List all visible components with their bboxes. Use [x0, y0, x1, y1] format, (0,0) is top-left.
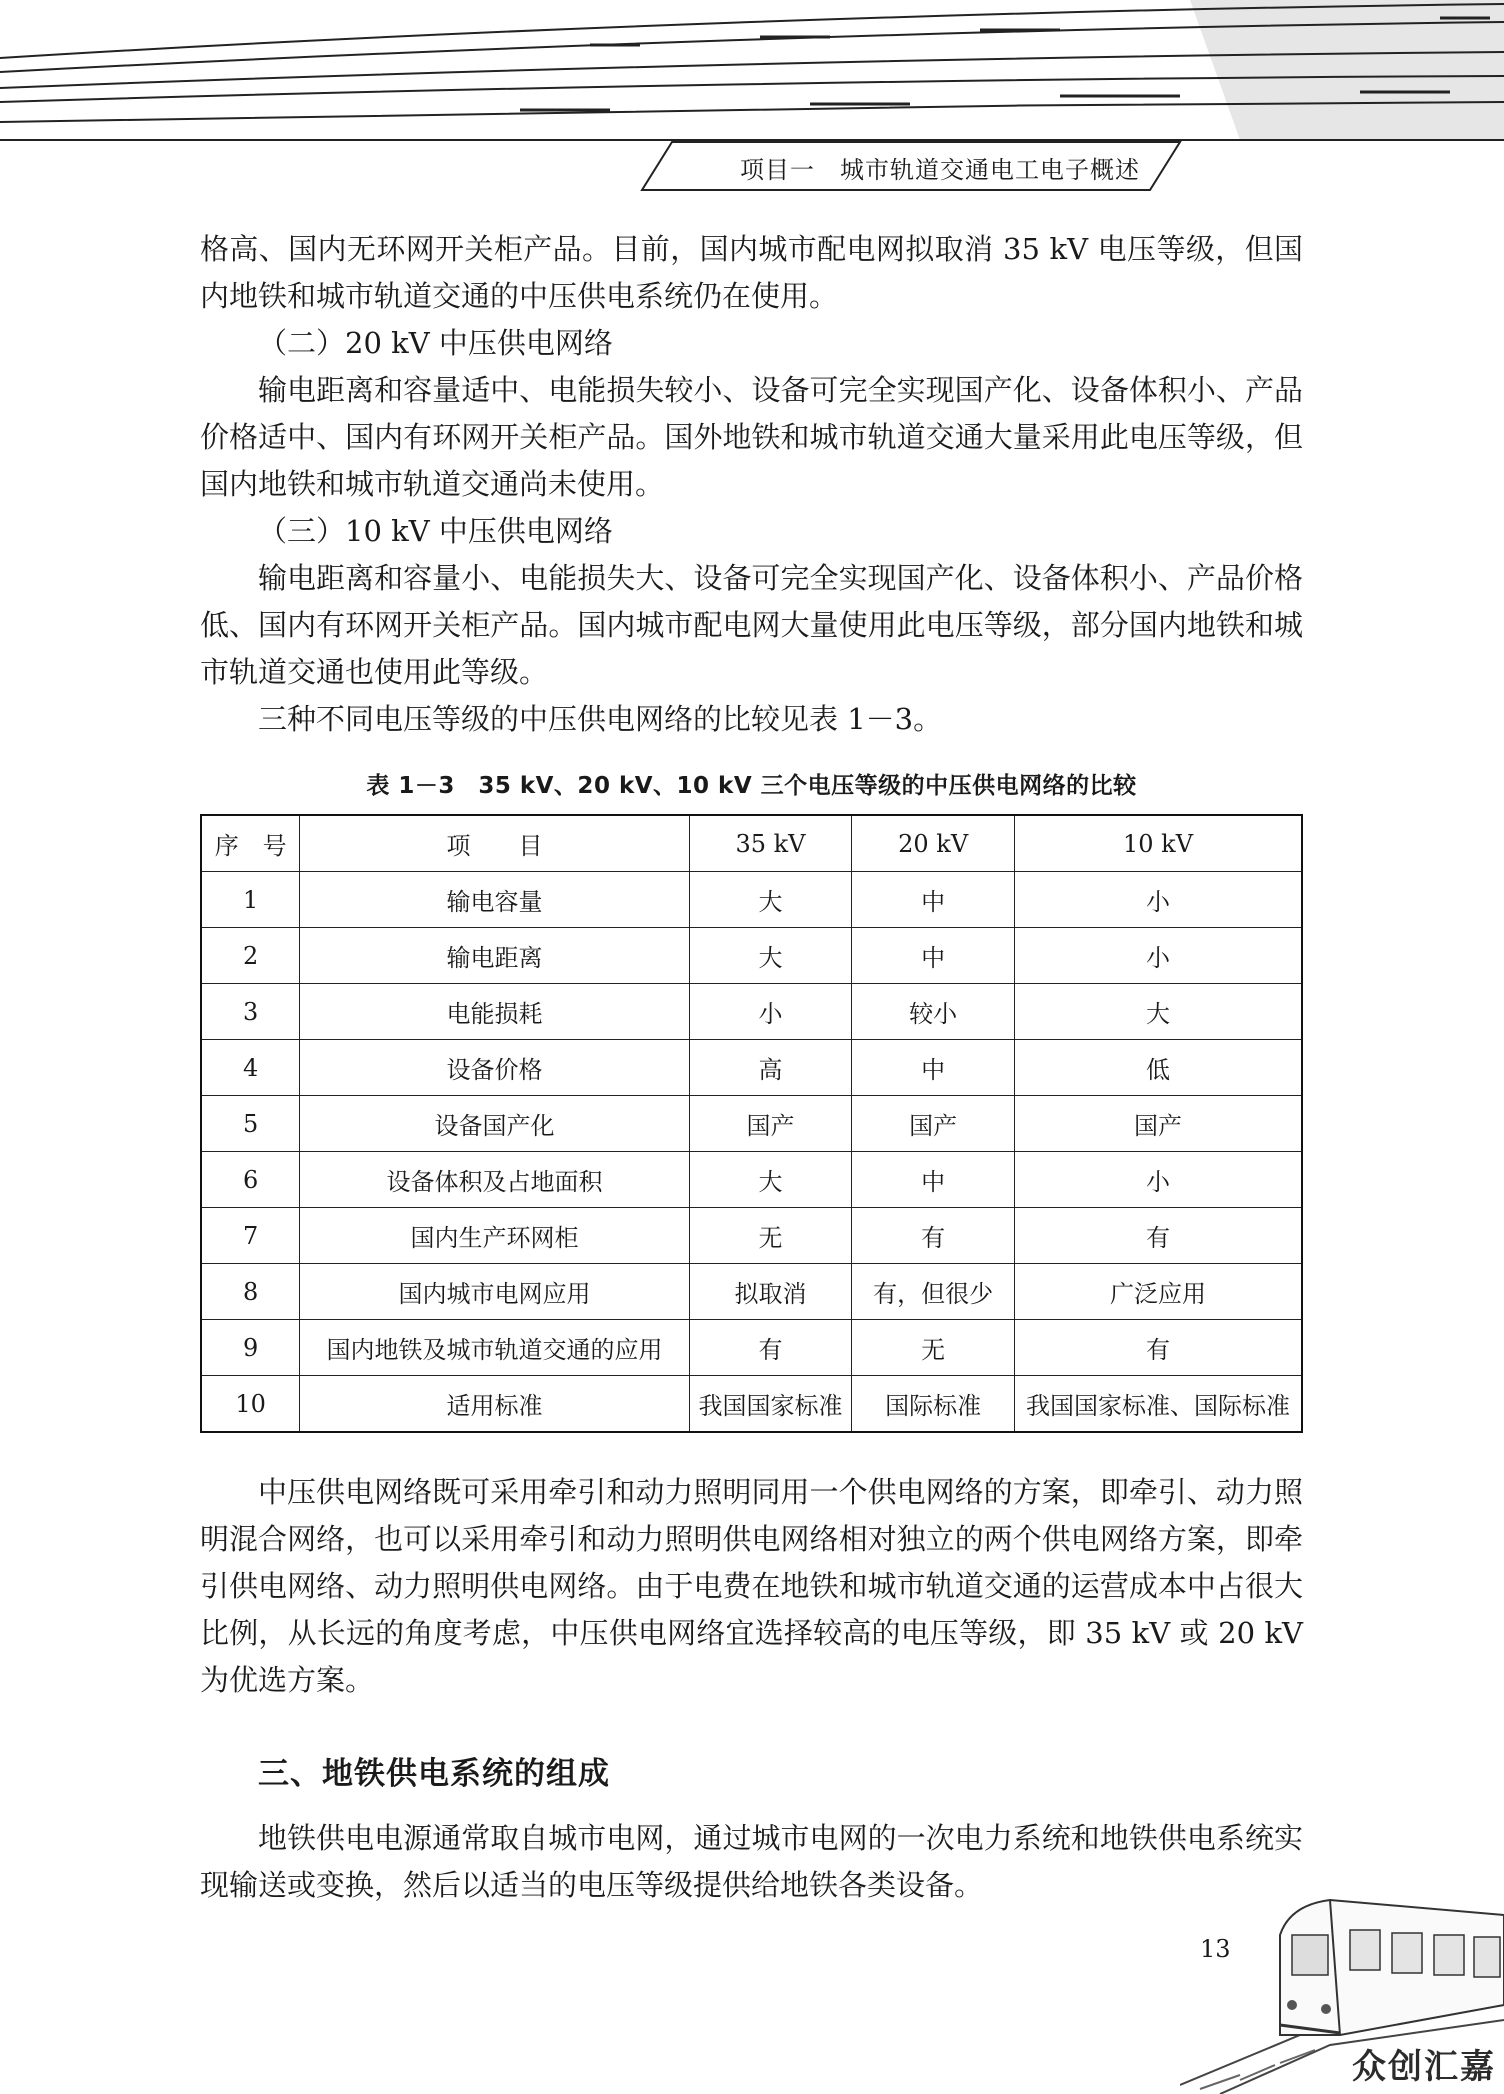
- table-cell: 设备国产化: [300, 1096, 689, 1152]
- table-row: [201, 1264, 1302, 1320]
- table-cell: 较小: [852, 984, 1015, 1040]
- table-cell: 中: [852, 1152, 1015, 1208]
- table-cell: 低: [1015, 1040, 1302, 1096]
- table-cell: 国内地铁及城市轨道交通的应用: [300, 1320, 689, 1376]
- section-title: 三、地铁供电系统的组成: [258, 1756, 610, 1792]
- table-cell: 设备价格: [300, 1040, 689, 1096]
- table-cell: 无: [689, 1208, 852, 1264]
- watermark: 众创汇嘉: [1352, 2047, 1496, 2087]
- table-header-cell: 10 kV: [1015, 815, 1302, 872]
- table-cell: 有: [1015, 1208, 1302, 1264]
- table-cell: 小: [1015, 872, 1302, 928]
- comparison-table: [200, 814, 1303, 1433]
- table-cell: 中: [852, 872, 1015, 928]
- table-row: [201, 928, 1302, 984]
- table-row: [201, 1320, 1302, 1376]
- table-row: [201, 1040, 1302, 1096]
- paragraph: 中压供电网络既可采用牵引和动力照明同用一个供电网络的方案，即牵引、动力照明混合网络，也可以采用牵引和动力照明供电网络相对独立的两个供电网络方案，即牵引供电网络、动力照明供电网络。由于电费在地铁和城市轨道交通的运营成本中占很大比例，从长远的角度考虑，中压供电网络宜选择较高的电压等级，即 35 kV 或 20 kV 为优选方案。: [200, 1475, 1303, 1697]
- subheading-10kv: （三）10 kV 中压供电网络: [258, 514, 613, 548]
- table-cell: 我国国家标准: [689, 1376, 852, 1433]
- table-header-cell: 项 目: [300, 815, 689, 872]
- table-cell: 有，但很少: [852, 1264, 1015, 1320]
- table-cell: 大: [689, 1152, 852, 1208]
- paragraph: 输电距离和容量适中、电能损失较小、设备可完全实现国产化、设备体积小、产品价格适中、国内有环网开关柜产品。国外地铁和城市轨道交通大量采用此电压等级，但国内地铁和城市轨道交通尚未使用。: [200, 373, 1303, 501]
- table-cell: 电能损耗: [300, 984, 689, 1040]
- table-cell: 大: [689, 928, 852, 984]
- table-cell: 小: [1015, 928, 1302, 984]
- table-cell: 9: [201, 1320, 300, 1376]
- table-cell: 8: [201, 1264, 300, 1320]
- table-header-cell: 序 号: [201, 815, 300, 872]
- table-cell: 国产: [852, 1096, 1015, 1152]
- table-cell: 国内城市电网应用: [300, 1264, 689, 1320]
- table-header-cell: 35 kV: [689, 815, 852, 872]
- table-cell: 输电距离: [300, 928, 689, 984]
- table-cell: 7: [201, 1208, 300, 1264]
- table-caption: 表 1－3 35 kV、20 kV、10 kV 三个电压等级的中压供电网络的比较: [366, 773, 1137, 799]
- table-cell: 有: [1015, 1320, 1302, 1376]
- table-cell: 国产: [689, 1096, 852, 1152]
- table-cell: 小: [689, 984, 852, 1040]
- table-cell: 6: [201, 1152, 300, 1208]
- paragraph: 三种不同电压等级的中压供电网络的比较见表 1－3。: [258, 702, 943, 736]
- page-content: [200, 226, 1303, 1909]
- table-cell: 有: [689, 1320, 852, 1376]
- table-cell: 适用标准: [300, 1376, 689, 1433]
- page-number: 13: [1200, 1935, 1231, 1963]
- table-cell: 国际标准: [852, 1376, 1015, 1433]
- table-header-cell: 20 kV: [852, 815, 1015, 872]
- table-cell: 我国国家标准、国际标准: [1015, 1376, 1302, 1433]
- table-row: [201, 1096, 1302, 1152]
- table-cell: 2: [201, 928, 300, 984]
- table-cell: 大: [1015, 984, 1302, 1040]
- table-cell: 10: [201, 1376, 300, 1433]
- paragraph: 输电距离和容量小、电能损失大、设备可完全实现国产化、设备体积小、产品价格低、国内有环网开关柜产品。国内城市配电网大量使用此电压等级，部分国内地铁和城市轨道交通也使用此等级。: [200, 561, 1303, 689]
- table-cell: 中: [852, 928, 1015, 984]
- table-cell: 中: [852, 1040, 1015, 1096]
- table-cell: 国内生产环网柜: [300, 1208, 689, 1264]
- table-cell: 1: [201, 872, 300, 928]
- table-row: [201, 1152, 1302, 1208]
- table-cell: 无: [852, 1320, 1015, 1376]
- table-cell: 拟取消: [689, 1264, 852, 1320]
- table-row: [201, 984, 1302, 1040]
- table-cell: 设备体积及占地面积: [300, 1152, 689, 1208]
- table-cell: 3: [201, 984, 300, 1040]
- table-cell: 5: [201, 1096, 300, 1152]
- paragraph: 格高、国内无环网开关柜产品。目前，国内城市配电网拟取消 35 kV 电压等级，但国内地铁和城市轨道交通的中压供电系统仍在使用。: [200, 232, 1303, 313]
- table-header-row: [201, 815, 1302, 872]
- table-row: [201, 1376, 1302, 1433]
- subheading-20kv: （二）20 kV 中压供电网络: [258, 326, 613, 360]
- table-cell: 高: [689, 1040, 852, 1096]
- table-cell: 广泛应用: [1015, 1264, 1302, 1320]
- paragraph: 地铁供电电源通常取自城市电网，通过城市电网的一次电力系统和地铁供电系统实现输送或变换，然后以适当的电压等级提供给地铁各类设备。: [200, 1821, 1303, 1902]
- table-cell: 国产: [1015, 1096, 1302, 1152]
- running-head: 项目一 城市轨道交通电工电子概述: [740, 156, 1140, 184]
- table-cell: 有: [852, 1208, 1015, 1264]
- table-row: [201, 872, 1302, 928]
- table-row: [201, 1208, 1302, 1264]
- table-cell: 小: [1015, 1152, 1302, 1208]
- table-cell: 大: [689, 872, 852, 928]
- table-cell: 4: [201, 1040, 300, 1096]
- table-cell: 输电容量: [300, 872, 689, 928]
